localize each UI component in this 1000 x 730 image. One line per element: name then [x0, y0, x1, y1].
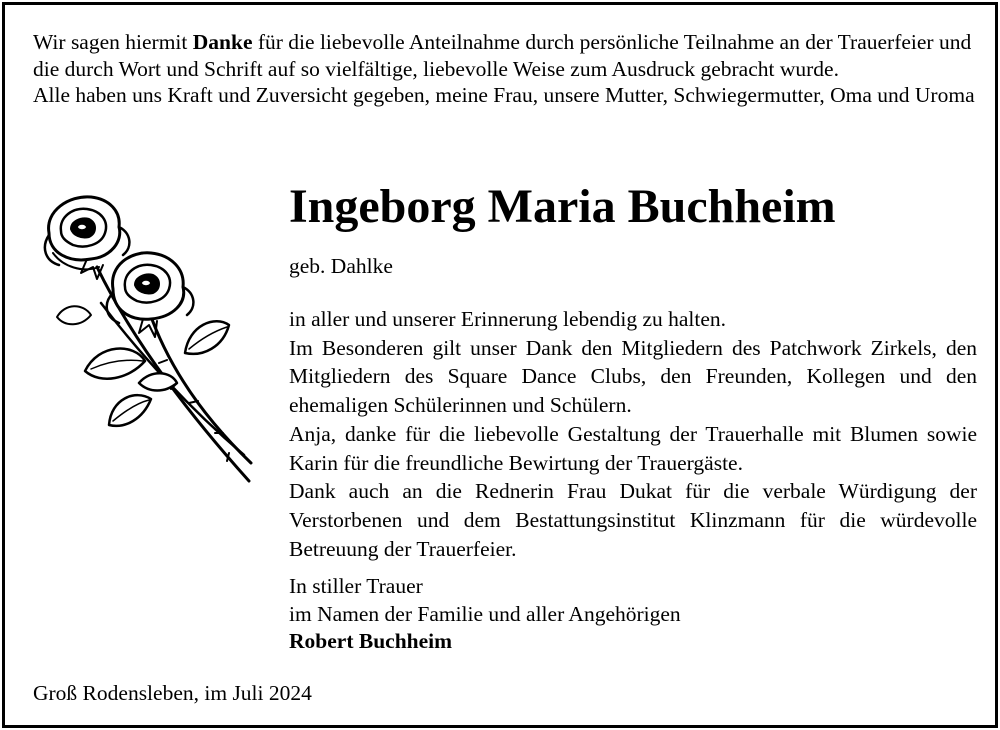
- message-paragraph-anja: Anja, danke für die liebevolle Gestaltung der Trauerhalle mit Blumen sowie Karin für die freundliche Bewirtung der Trauergäste.: [289, 421, 977, 475]
- closing-family-line: im Namen der Familie und aller Angehörigen: [289, 601, 681, 626]
- message-paragraph-members: Im Besonderen gilt unser Dank den Mitgliedern des Patchwork Zirkels, den Mitgliedern des Square Dance Clubs, den Freunden, Kollegen und den ehemaligen Schülerinnen und Schülern.: [289, 335, 977, 418]
- place-and-date: Groß Rodensleben, im Juli 2024: [33, 681, 312, 705]
- birth-name: geb. Dahlke: [289, 254, 393, 278]
- closing-block: [289, 573, 681, 656]
- intro-second-paragraph: Alle haben uns Kraft und Zuversicht gegeben, meine Frau, unsere Mutter, Schwiegermutter, Oma und Uroma: [33, 83, 975, 107]
- intro-thanks-word: Danke: [192, 30, 253, 54]
- intro-text-start: Wir sagen hiermit: [33, 30, 193, 54]
- rose-icon: [39, 193, 259, 493]
- intro-paragraph: [33, 29, 978, 82]
- intro-text-rest: für die liebevolle Anteilnahme durch persönliche Teilnahme an der Trauerfeier und die durch Wort und Schrift auf so vielfältige, liebevolle Weise zum Ausdruck gebracht wurde.: [33, 30, 972, 81]
- thanks-message: [289, 305, 977, 563]
- message-first-line: in aller und unserer Erinnerung lebendig zu halten.: [289, 307, 727, 331]
- closing-mourning-line: In stiller Trauer: [289, 574, 423, 598]
- obituary-notice: [2, 2, 998, 728]
- signer-name: Robert Buchheim: [289, 629, 453, 653]
- thank-you-intro: [33, 29, 978, 109]
- deceased-name: Ingeborg Maria Buchheim: [289, 180, 836, 233]
- message-paragraph-speaker: Dank auch an die Rednerin Frau Dukat für die verbale Würdigung der Verstorbenen und dem Bestattungsinstitut Klinzmann für die würdevolle Betreuung der Trauerfeier.: [289, 479, 977, 561]
